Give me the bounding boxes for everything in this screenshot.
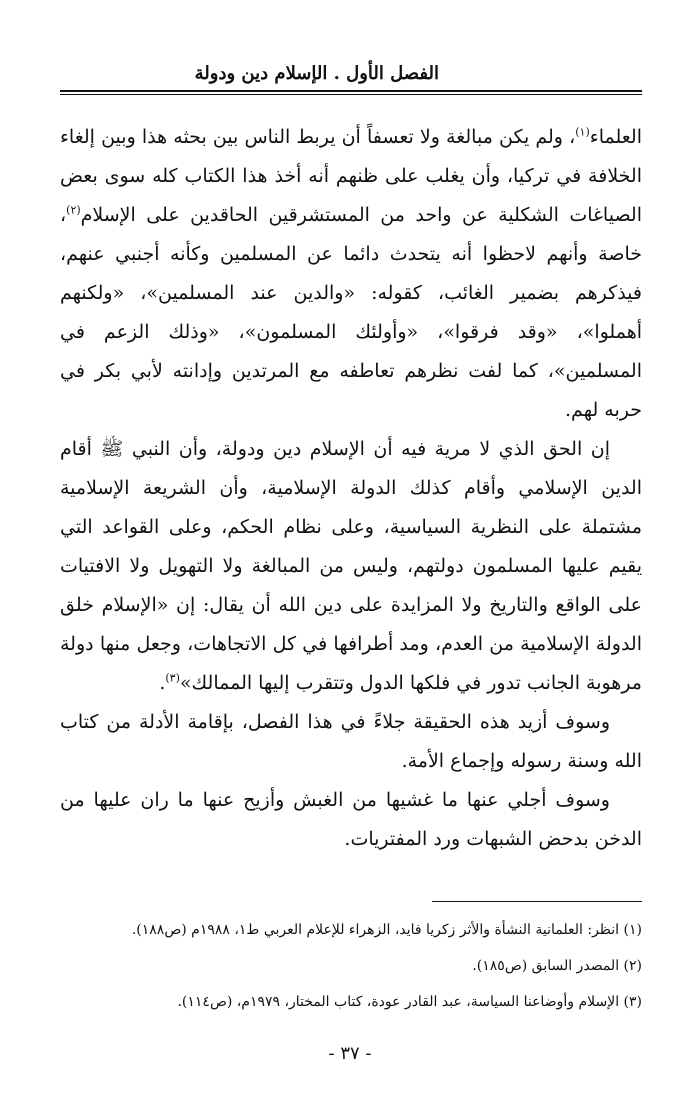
paragraph-text: ، خاصة وأنهم لاحظوا أنه يتحدث دائما عن المسلمين وكأنه أجنبي عنهم، فيذكرهم بضمير الغائب، كقوله: «والدين عند المسلمين»، «ولكنهم أهملوا»، «وقد فرقوا»، «وأولئك المسلمون»، «وذلك الزعم في المسلمين»، كما لفت نظرهم تعاطفه مع المرتدين وإدانته لأبي بكر في حربه لهم. [60, 204, 642, 421]
footnote-separator [432, 901, 642, 902]
header-rule [60, 90, 642, 92]
footnote: (٣) الإسلام وأوضاعنا السياسة، عبد القادر عودة، كتاب المختار، ١٩٧٩م، (ص١١٤). [177, 994, 642, 1010]
paragraph-text: العلماء [589, 126, 642, 148]
paragraph-text: ، ولم يكن مبالغة ولا تعسفاً أن يربط الناس بين بحثه هذا وبين إلغاء الخلافة في تركيا، وأن يغلب على ظنهم أنه أخذ هذا الكتاب كله سوى بعض الصياغات الشكلية عن واحد من المستشرقين الحاقدين على الإسلام [60, 126, 642, 226]
footnote-reference: (٣) [165, 671, 180, 685]
running-header-title: الفصل الأول . الإسلام دين ودولة [194, 63, 439, 84]
paragraph-text: وسوف أجلي عنها ما غشيها من الغبش وأزيح عنها ما ران عليها من الدخن بدحض الشبهات ورد المفتريات. [60, 789, 642, 850]
footnote-reference: (٢) [66, 203, 81, 217]
header-rule-thin [60, 94, 642, 95]
footnote: (٢) المصدر السابق (ص١٨٥). [472, 958, 642, 974]
body-paragraph [60, 118, 642, 430]
body-paragraph [60, 703, 642, 781]
paragraph-text: إن الحق الذي لا مرية فيه أن الإسلام دين ودولة، وأن النبي ﷺ أقام الدين الإسلامي وأقام كذلك الدولة الإسلامية، وأن الشريعة الإسلامية مشتملة على النظرية السياسية، وعلى نظام الحكم، وعلى القواعد التي يقيم عليها المسلمون دولتهم، وليس من المبالغة ولا التهويل ولا الافتيات على الواقع والتاريخ ولا المزايدة على دين الله أن يقال: إن «الإسلام خلق الدولة الإسلامية من العدم، ومد أطرافها في كل الاتجاهات، وجعل منها دولة مرهوبة الجانب تدور في فلكها الدول وتتقرب إليها الممالك» [60, 438, 642, 694]
page-number: - ٣٧ - [328, 1043, 372, 1064]
paragraph-text: . [159, 672, 166, 694]
footnotes [40, 912, 642, 1020]
body-text [60, 118, 642, 859]
body-paragraph [60, 430, 642, 703]
footnote-reference: (١) [575, 125, 590, 139]
footnote: (١) انظر: العلمانية النشأة والأثر زكريا فايد، الزهراء للإعلام العربي ط١، ١٩٨٨م (ص١٨٨). [131, 922, 642, 938]
paragraph-text: وسوف أزيد هذه الحقيقة جلاءً في هذا الفصل، بإقامة الأدلة من كتاب الله وسنة رسوله وإجماع الأمة. [60, 711, 642, 772]
body-paragraph [60, 781, 642, 859]
